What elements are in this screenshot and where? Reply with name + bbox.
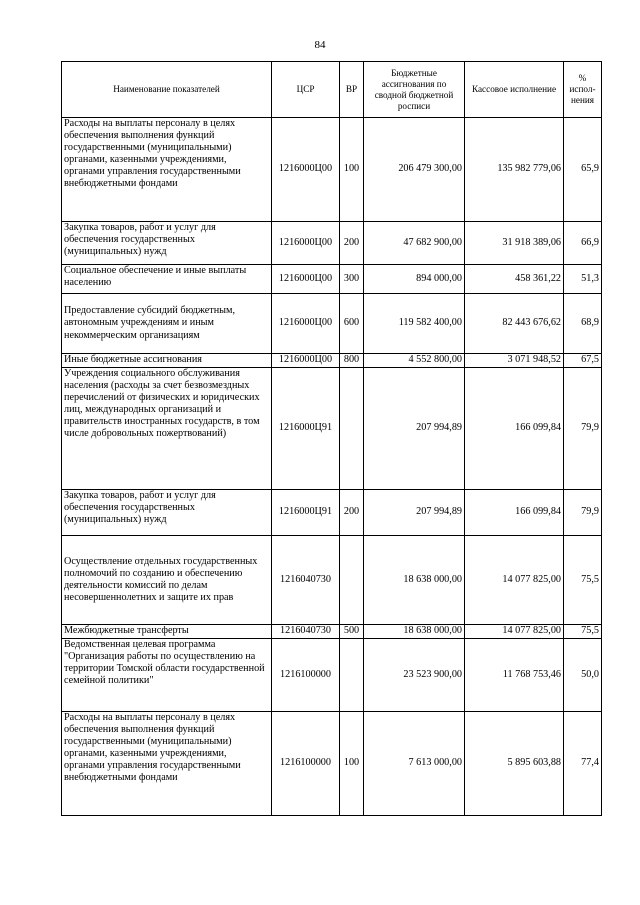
table-row bbox=[62, 625, 602, 639]
header-budget: Бюджетные ассигнования по сводной бюджетной росписи bbox=[364, 62, 465, 118]
row-budget: 4 552 800,00 bbox=[364, 354, 465, 368]
row-vr bbox=[340, 639, 364, 712]
row-vr bbox=[340, 536, 364, 625]
row-csr: 1216100000 bbox=[272, 639, 340, 712]
budget-table bbox=[61, 61, 602, 816]
row-vr: 100 bbox=[340, 712, 364, 816]
row-cash: 31 918 389,06 bbox=[465, 222, 564, 265]
row-vr: 200 bbox=[340, 222, 364, 265]
row-budget: 119 582 400,00 bbox=[364, 294, 465, 354]
row-budget: 18 638 000,00 bbox=[364, 536, 465, 625]
row-vr: 300 bbox=[340, 265, 364, 294]
row-vr: 200 bbox=[340, 490, 364, 536]
table-row bbox=[62, 222, 602, 265]
row-name: Учреждения социального обслуживания населения (расходы за счет безвозмездных перечислений от физических и юридических лиц, международных организаций и правительств иностранных государств, в том числе добровольных пожертвований) bbox=[62, 368, 272, 490]
table-row bbox=[62, 639, 602, 712]
row-percent: 66,9 bbox=[564, 222, 602, 265]
row-name: Предоставление субсидий бюджетным, автономным учреждениям и иным некоммерческим организациям bbox=[62, 294, 272, 354]
row-csr: 1216000Ц00 bbox=[272, 294, 340, 354]
header-vr: ВР bbox=[340, 62, 364, 118]
row-name: Осуществление отдельных государственных полномочий по созданию и обеспечению деятельности комиссий по делам несовершеннолетних и защите их прав bbox=[62, 536, 272, 625]
row-csr: 1216100000 bbox=[272, 712, 340, 816]
row-csr: 1216000Ц00 bbox=[272, 118, 340, 222]
row-budget: 7 613 000,00 bbox=[364, 712, 465, 816]
row-budget: 206 479 300,00 bbox=[364, 118, 465, 222]
row-cash: 14 077 825,00 bbox=[465, 536, 564, 625]
row-name: Межбюджетные трансферты bbox=[62, 625, 272, 639]
row-name: Закупка товаров, работ и услуг для обеспечения государственных (муниципальных) нужд bbox=[62, 222, 272, 265]
table-row bbox=[62, 294, 602, 354]
row-cash: 14 077 825,00 bbox=[465, 625, 564, 639]
page-number: 84 bbox=[314, 39, 326, 51]
row-vr bbox=[340, 368, 364, 490]
table-row bbox=[62, 118, 602, 222]
table-header-row bbox=[62, 62, 602, 118]
row-name: Закупка товаров, работ и услуг для обеспечения государственных (муниципальных) нужд bbox=[62, 490, 272, 536]
row-csr: 1216000Ц00 bbox=[272, 265, 340, 294]
row-cash: 135 982 779,06 bbox=[465, 118, 564, 222]
row-csr: 1216000Ц00 bbox=[272, 354, 340, 368]
row-vr: 600 bbox=[340, 294, 364, 354]
header-percent: % испол-нения bbox=[564, 62, 602, 118]
row-cash: 458 361,22 bbox=[465, 265, 564, 294]
row-budget: 47 682 900,00 bbox=[364, 222, 465, 265]
row-budget: 207 994,89 bbox=[364, 368, 465, 490]
row-percent: 75,5 bbox=[564, 536, 602, 625]
row-percent: 68,9 bbox=[564, 294, 602, 354]
table-row bbox=[62, 536, 602, 625]
row-percent: 65,9 bbox=[564, 118, 602, 222]
header-csr: ЦСР bbox=[272, 62, 340, 118]
header-name: Наименование показателей bbox=[62, 62, 272, 118]
row-name: Социальное обеспечение и иные выплаты населению bbox=[62, 265, 272, 294]
row-vr: 100 bbox=[340, 118, 364, 222]
row-percent: 75,5 bbox=[564, 625, 602, 639]
table-row bbox=[62, 712, 602, 816]
row-cash: 3 071 948,52 bbox=[465, 354, 564, 368]
row-percent: 67,5 bbox=[564, 354, 602, 368]
row-budget: 23 523 900,00 bbox=[364, 639, 465, 712]
row-csr: 1216040730 bbox=[272, 625, 340, 639]
row-percent: 51,3 bbox=[564, 265, 602, 294]
row-cash: 166 099,84 bbox=[465, 368, 564, 490]
row-name: Ведомственная целевая программа "Организация работы по осуществлению на территории Томской области государственной семейной политики" bbox=[62, 639, 272, 712]
row-cash: 166 099,84 bbox=[465, 490, 564, 536]
row-percent: 50,0 bbox=[564, 639, 602, 712]
table-row bbox=[62, 368, 602, 490]
row-cash: 11 768 753,46 bbox=[465, 639, 564, 712]
table-row bbox=[62, 354, 602, 368]
row-percent: 79,9 bbox=[564, 368, 602, 490]
row-budget: 894 000,00 bbox=[364, 265, 465, 294]
row-csr: 1216000Ц00 bbox=[272, 222, 340, 265]
row-budget: 18 638 000,00 bbox=[364, 625, 465, 639]
row-name: Иные бюджетные ассигнования bbox=[62, 354, 272, 368]
row-csr: 1216040730 bbox=[272, 536, 340, 625]
row-budget: 207 994,89 bbox=[364, 490, 465, 536]
table-row bbox=[62, 265, 602, 294]
row-vr: 800 bbox=[340, 354, 364, 368]
row-name: Расходы на выплаты персоналу в целях обеспечения выполнения функций государственными (муниципальными) органами, казенными учреждениями, органами управления государственными внебюджетными фондами bbox=[62, 712, 272, 816]
table-row bbox=[62, 490, 602, 536]
row-csr: 1216000Ц91 bbox=[272, 368, 340, 490]
row-name: Расходы на выплаты персоналу в целях обеспечения выполнения функций государственными (муниципальными) органами, казенными учреждениями, органами управления государственными внебюджетными фондами bbox=[62, 118, 272, 222]
header-cash: Кассовое исполнение bbox=[465, 62, 564, 118]
row-vr: 500 bbox=[340, 625, 364, 639]
row-csr: 1216000Ц91 bbox=[272, 490, 340, 536]
row-percent: 77,4 bbox=[564, 712, 602, 816]
row-percent: 79,9 bbox=[564, 490, 602, 536]
row-cash: 5 895 603,88 bbox=[465, 712, 564, 816]
row-cash: 82 443 676,62 bbox=[465, 294, 564, 354]
